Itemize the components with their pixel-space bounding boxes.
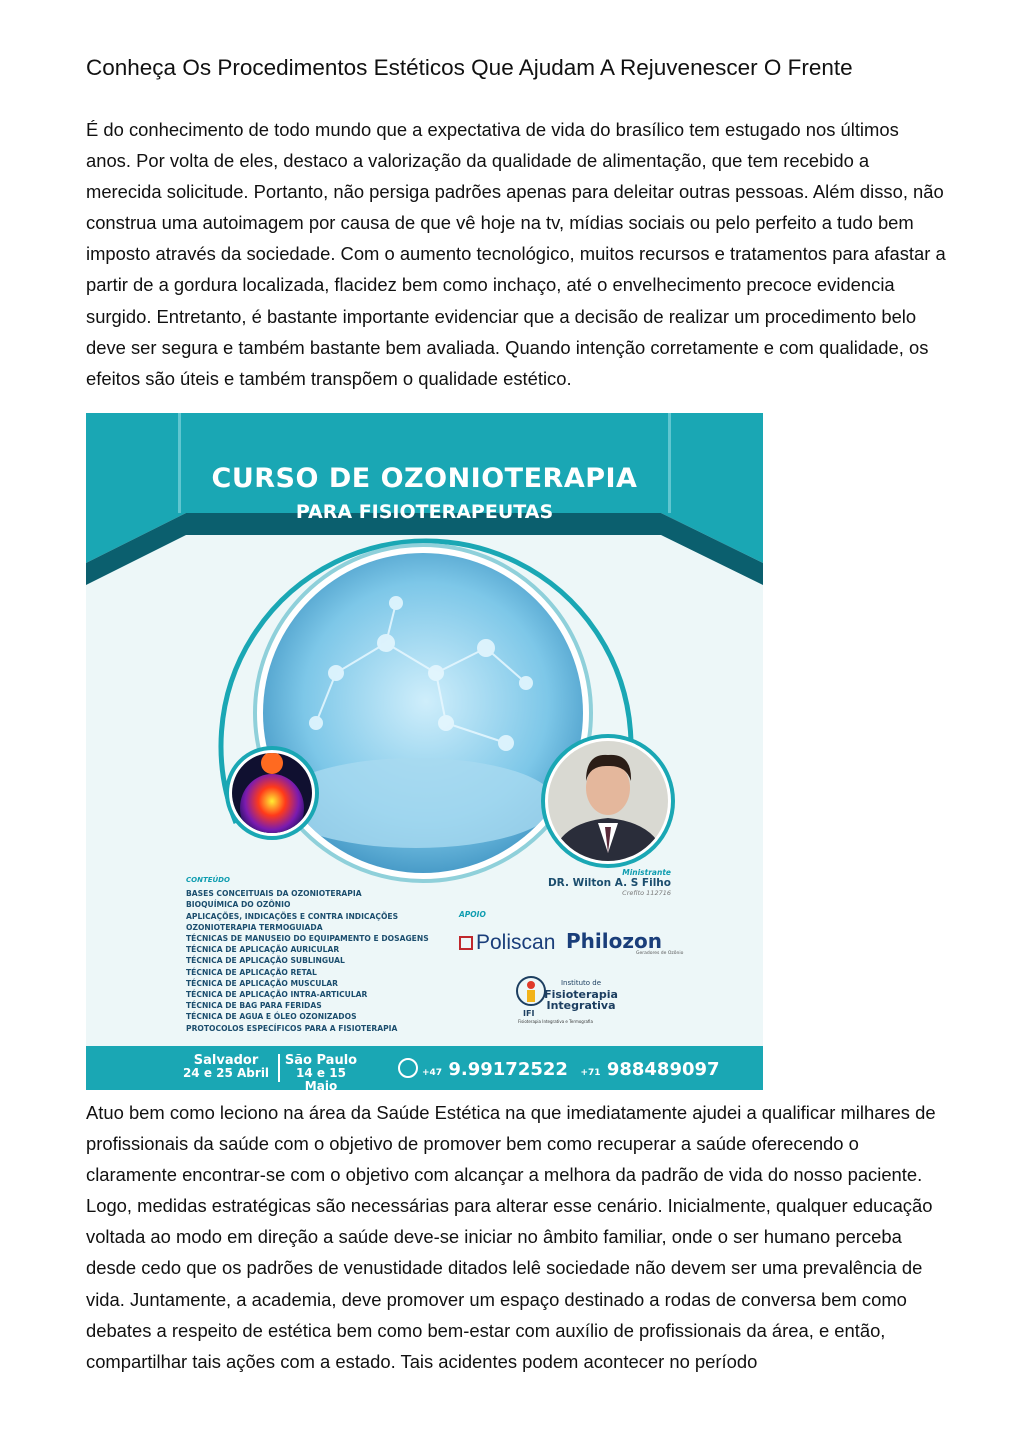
course-flyer-image [86,413,763,1090]
contents-label: CONTEÚDO [186,876,230,884]
list-item: TÉCNICA DE APLICAÇÃO MUSCULAR [186,978,338,988]
list-item: OZONIOTERAPIA TERMOGUIADA [186,922,323,932]
list-item: TÉCNICA DE AGUA E ÓLEO OZONIZADOS [186,1012,357,1022]
instructor-name: DR. Wilton A. S Filho [547,877,671,889]
ifi-tagline: Fisioterapia Integrativa e Termografia [518,1019,593,1024]
phone-number: 988489097 [606,1059,720,1080]
ifi-abbr: IFI [523,1009,535,1018]
support-label: APOIO [459,910,486,919]
footer-divider [278,1054,280,1082]
list-item: APLICAÇÕES, INDICAÇÕES E CONTRA INDICAÇÕES [186,911,399,921]
list-item: TÉCNICA DE BAG PARA FERIDAS [186,1001,322,1011]
city-name: Salvador [193,1053,259,1068]
poliscan-text: Poliscan [476,931,556,954]
paragraph-body: Atuo bem como leciono na área da Saúde Estética na que imediatamente ajudei a qualificar milhares de profissionais da saúde com o objetivo de promover bem como recuperar a saúde oferecendo o claramente encontrar-se com o objetivo com alcançar a melhora da padrão de vida do nosso paciente. Logo, medidas estratégicas são necessárias para alterar esse cenário. Inicialmente, qualquer educação voltada ao modo em direção a saúde deve-se iniciar no âmbito familiar, onde o ser humano perceba desde cedo que os padrões de venustidade ditados lelê sociedade não devem ser uma prevalência de vida. Juntamente, a academia, deve promover um espaço destinado a rodas de conversa bem como debates a respeito de estética bem como bem-estar com auxílio de profissionais da área, e então, compartilhar tais ações com a estado. Tais acidentes podem acontecer no período [86,1102,936,1372]
instructor-block [548,868,671,897]
instructor-crefito: Crefito 112716 [622,889,671,897]
flyer-subtitle: PARA FISIOTERAPEUTAS [295,501,554,523]
ministrante-label: Ministrante [622,868,671,877]
flyer-footer [86,1046,763,1090]
whatsapp-icon [398,1058,418,1078]
list-item: PROTOCOLOS ESPECÍFICOS PARA A FISIOTERAPIA [186,1023,398,1033]
list-item: TÉCNICA DE APLICAÇÃO AURICULAR [186,945,340,955]
phone-numbers [398,1058,720,1080]
paragraph-intro: É do conhecimento de todo mundo que a expectativa de vida do brasílico tem estugado nos últimos anos. Por volta de eles, destaco a valorização da qualidade de alimentação, que tem recebido a merecida solicitude. Portanto, não persiga padrões apenas para deleitar outras pessoas. Além disso, não construa uma autoimagem por causa de que vê hoje na tv, mídias sociais ou pelo perfeito a tudo bem imposto através da sociedade. Com o aumento tecnológico, muitos recursos e tratamentos para afastar a partir de a gordura localizada, flacidez bem como inchaço, até o envelhecimento precoce evidencia surgido. Entretanto, é bastante importante evidenciar que a decisão de realizar um procedimento belo deve ser segura e também bastante bem avaliada. Quando intenção corretamente e com qualidade, os efeitos são úteis e também transpõem o qualidade estético. [86,119,946,389]
phone-number: 9.99172522 [448,1059,568,1080]
city-dates: 14 e 15 Maio [296,1066,346,1090]
city-salvador [176,1054,276,1080]
city-name: São Paulo [284,1053,358,1068]
list-item: BASES CONCEITUAIS DA OZONIOTERAPIA [186,889,362,899]
flyer-title: CURSO DE OZONIOTERAPIA [211,463,638,494]
phone-code: +71 [580,1068,601,1078]
city-dates: 24 e 25 Abril [182,1066,270,1080]
poliscan-mark-icon [459,936,473,950]
phone-code: +47 [422,1068,443,1078]
contents-list [186,888,429,1034]
list-item: TÉCNICAS DE MANUSEIO DO EQUIPAMENTO E DOSAGENS [186,934,429,944]
list-item: BIOQUÍMICA DO OZÔNIO [186,900,291,910]
list-item: TÉCNICA DE APLICAÇÃO INTRA-ARTICULAR [186,990,368,1000]
poliscan-logo [459,931,555,955]
list-item: TÉCNICA DE APLICAÇÃO RETAL [186,967,317,977]
philozon-tagline: Geradores de Ozônio [636,951,684,956]
philozon-logo: Philozon [566,929,662,953]
course-contents [186,875,429,1034]
page-title: Conheça Os Procedimentos Estéticos Que Ajudam A Rejuvenescer O Frente [86,55,853,80]
ifi-line2: Fisioterapia Integrativa [544,988,618,1012]
city-sao-paulo [281,1054,361,1090]
ifi-line1: Instituto de [560,979,602,987]
list-item: TÉCNICA DE APLICAÇÃO SUBLINGUAL [186,956,345,966]
